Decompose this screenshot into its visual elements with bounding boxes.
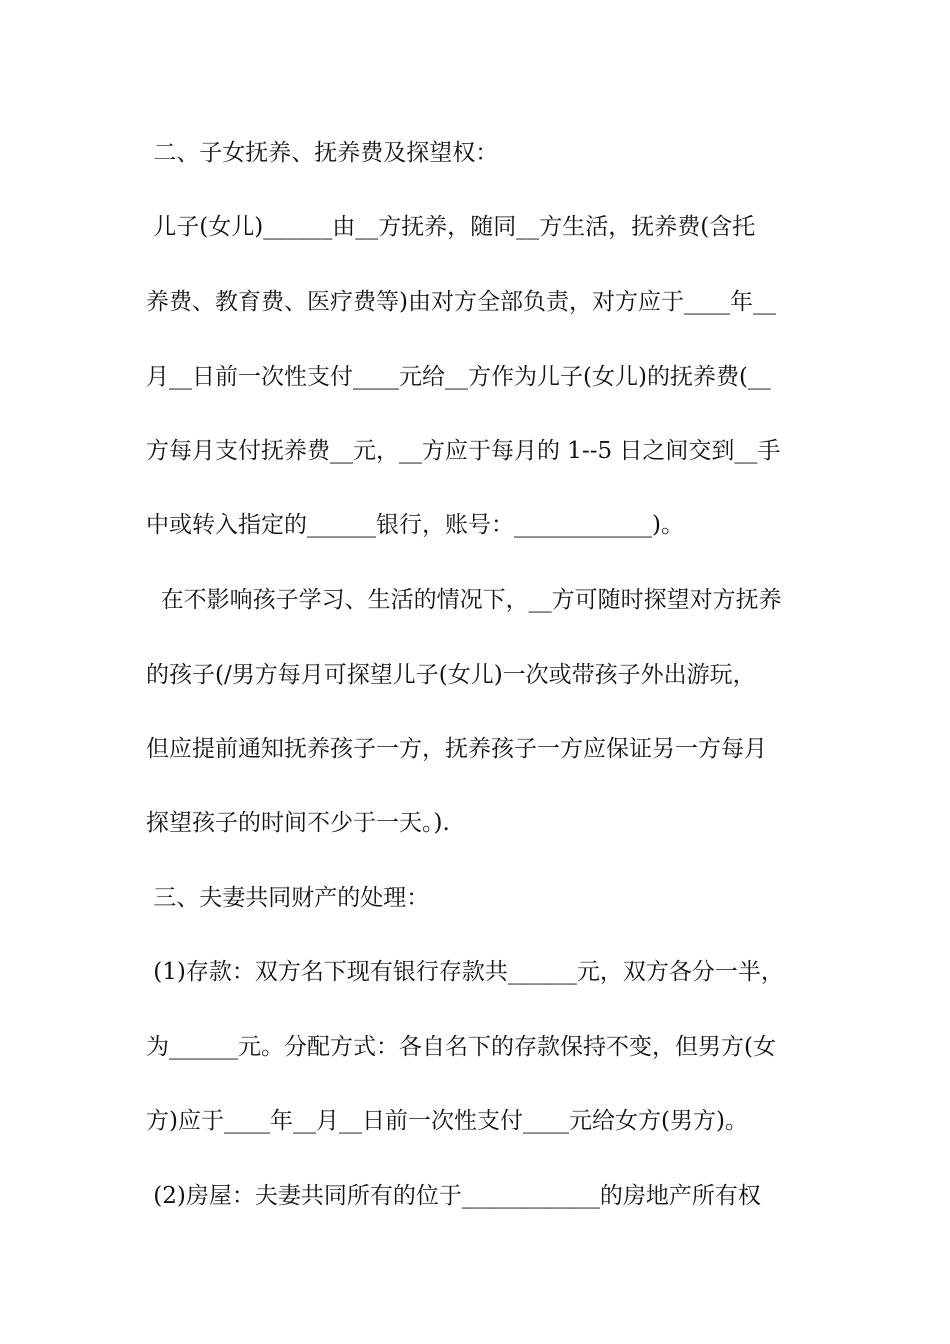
paragraph-line: 但应提前通知抚养孩子一方，抚养孩子一方应保证另一方每月: [146, 736, 767, 762]
paragraph-line: (2)房屋：夫妻共同所有的位于____________的房地产所有权: [146, 1183, 761, 1209]
paragraph-line: 探望孩子的时间不少于一天。).: [146, 810, 450, 836]
paragraph-line: 方每月支付抚养费__元，__方应于每月的 1--5 日之间交到__手: [146, 438, 781, 464]
paragraph-line: 在不影响孩子学习、生活的情况下，__方可随时探望对方抚养: [146, 587, 782, 613]
paragraph-line: 中或转入指定的______银行，账号：____________)。: [146, 512, 684, 538]
paragraph-line: 的孩子(/男方每月可探望儿子(女儿)一次或带孩子外出游玩，: [146, 662, 756, 688]
paragraph-line: (1)存款：双方名下现有银行存款共______元，双方各分一半，: [146, 959, 784, 985]
paragraph-line: 方)应于____年__月__日前一次性支付____元给女方(男方)。: [146, 1108, 748, 1134]
section-heading-joint-property: 三、夫妻共同财产的处理：: [146, 885, 430, 911]
paragraph-line: 月__日前一次性支付____元给__方作为儿子(女儿)的抚养费(__: [146, 364, 771, 390]
paragraph-line: 养费、教育费、医疗费等)由对方全部负责，对方应于____年__: [146, 289, 776, 315]
section-heading-child-custody: 二、子女抚养、抚养费及探望权：: [146, 140, 499, 166]
paragraph-line: 为______元。分配方式：各自名下的存款保持不变，但男方(女: [146, 1034, 776, 1060]
paragraph-line: 儿子(女儿)______由__方抚养，随同__方生活，抚养费(含托: [146, 214, 756, 240]
